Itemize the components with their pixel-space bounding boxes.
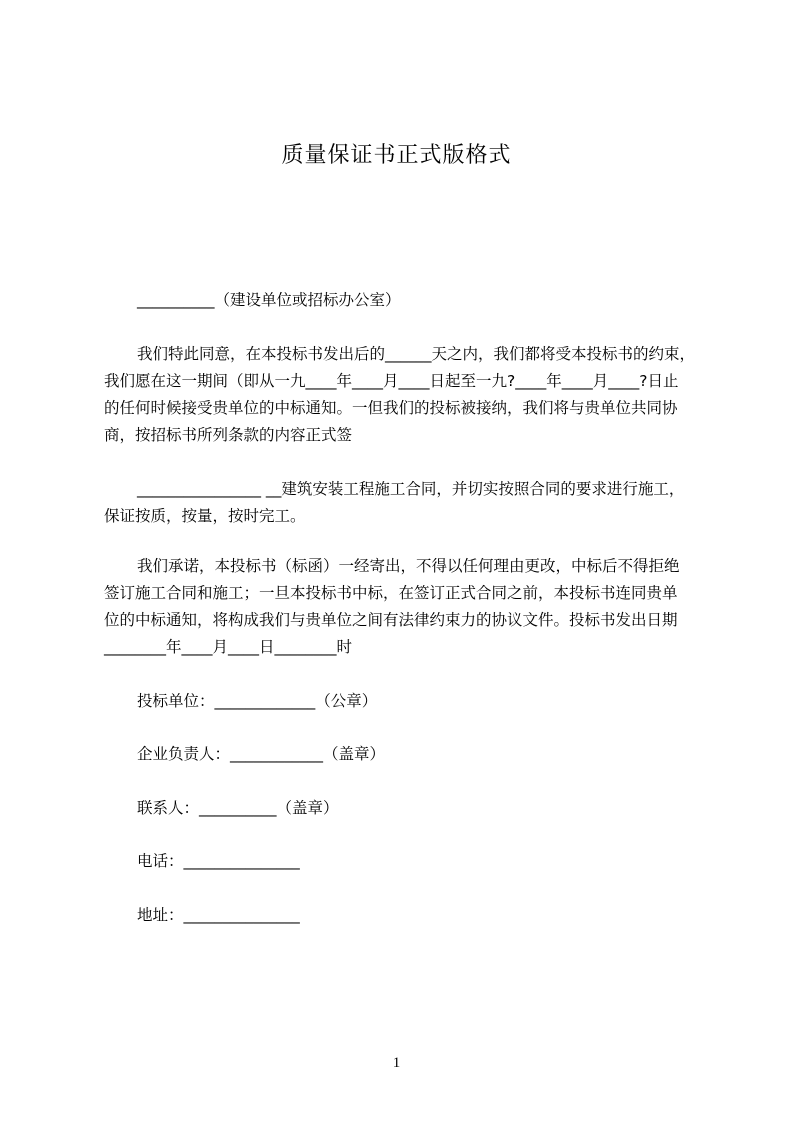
page-title: 质量保证书正式版格式 xyxy=(281,143,512,168)
leader-signature-line: 企业负责人：____________（盖章） xyxy=(137,745,386,763)
paragraph-3-line-1: 我们承诺，本投标书（标函）一经寄出，不得以任何理由更改，中标后不得拒绝 xyxy=(137,557,680,575)
page-number: 1 xyxy=(392,1055,401,1071)
paragraph-1-line-4: 商，按招标书所列条款的内容正式签 xyxy=(104,426,353,444)
paragraph-1-line-1: 我们特此同意，在本投标书发出后的______天之内，我们都将受本投标书的约束， xyxy=(137,345,696,363)
paragraph-1-line-2: 我们愿在这一期间（即从一九____年____月____日起至一九?____年____月____?日止 xyxy=(104,372,679,390)
address-line: 地址：_______________ xyxy=(137,906,300,924)
phone-line: 电话：_______________ xyxy=(137,852,300,870)
paragraph-1-line-3: 的任何时候接受贵单位的中标通知。一但我们的投标被接纳，我们将与贵单位共同协 xyxy=(104,399,678,417)
paragraph-3-line-4: ________年____月____日________时 xyxy=(104,638,353,656)
contact-signature-line: 联系人：__________（盖章） xyxy=(137,799,339,817)
paragraph-2-line-1: ________________ __建筑安装工程施工合同，并切实按照合同的要求进行施工， xyxy=(137,480,685,498)
paragraph-2-line-2: 保证按质，按量，按时完工。 xyxy=(104,507,306,525)
paragraph-3-line-3: 位的中标通知，将构成我们与贵单位之间有法律约束力的协议文件。投标书发出日期 xyxy=(104,611,678,629)
bidder-signature-line: 投标单位：_____________（公章） xyxy=(137,692,378,710)
paragraph-3-line-2: 签订施工合同和施工；一旦本投标书中标，在签订正式合同之前，本投标书连同贵单 xyxy=(104,584,678,602)
addressee-line: __________（建设单位或招标办公室） xyxy=(137,291,401,309)
